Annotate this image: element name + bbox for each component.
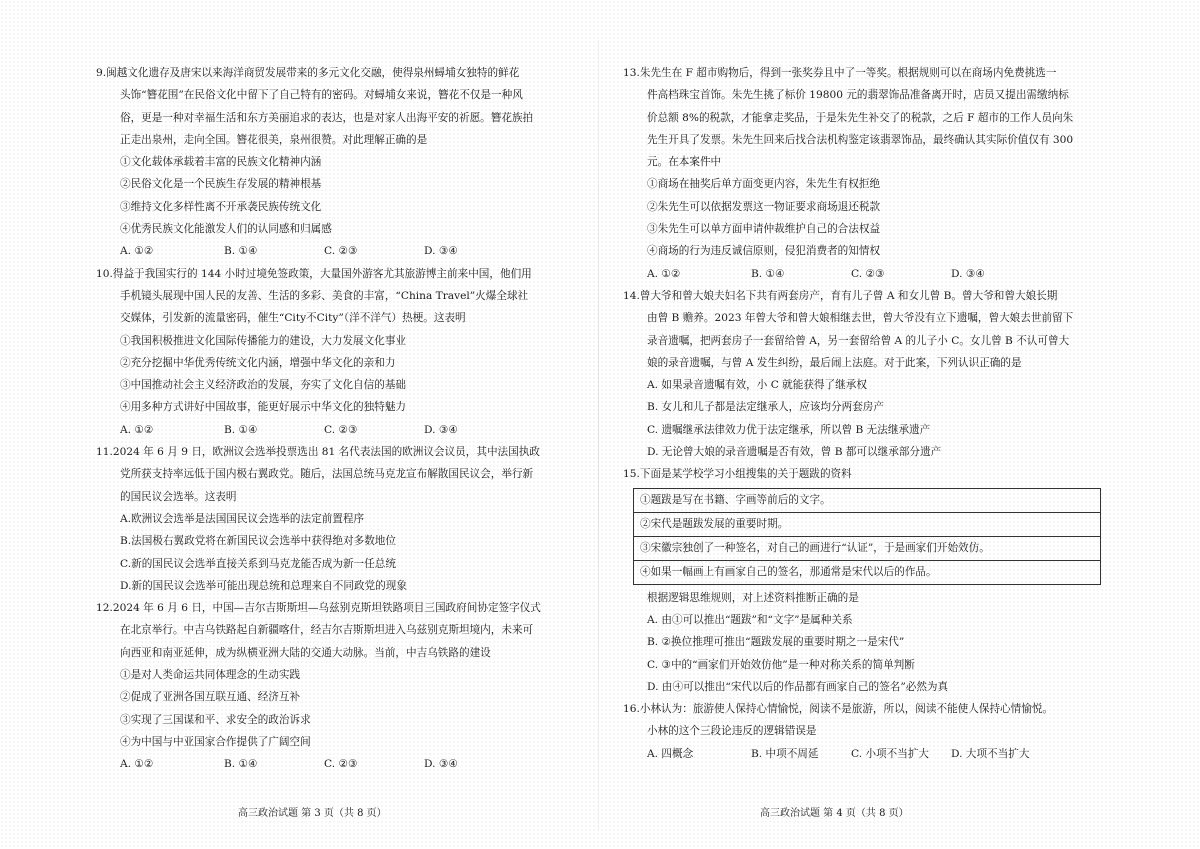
question-text: 14.曾大爷和曾大娘夫妇名下共有两套房产，育有儿子曾 A 和女儿曾 B。曾大爷和曾大娘长期 bbox=[623, 289, 1058, 302]
question-text: 向西亚和南亚延伸，成为纵横亚洲大陆的交通大动脉。当前，中吉乌铁路的建设 bbox=[120, 646, 491, 659]
question-text: 12.2024 年 6 月 6 日，中国—吉尔吉斯斯坦—乌兹别克斯坦铁路项目三国政府间协定签字仪式 bbox=[96, 602, 541, 615]
answer-option: A. 由①可以推出“题跋”和“文字”是属种关系 bbox=[647, 613, 853, 626]
question-text: 小林的这个三段论违反的逻辑错误是 bbox=[647, 725, 817, 738]
page-fold-divider bbox=[598, 40, 599, 830]
option-d: D. ③④ bbox=[424, 758, 458, 771]
page-footer-left: 高三政治试题 第 3 页（共 8 页） bbox=[238, 808, 387, 819]
question-text: 正走出泉州，走向全国。簪花很美，泉州很赞。对此理解正确的是 bbox=[120, 133, 428, 146]
question-text: 的国民议会选举。这表明 bbox=[120, 490, 237, 503]
option-c: C. ②③ bbox=[324, 245, 358, 258]
question-text: 根据逻辑思维规则，对上述资料推断正确的是 bbox=[647, 591, 859, 604]
question-text: 党所获支持率远低于国内极右翼政党。随后，法国总统马克龙宣布解散国民议会，举行新 bbox=[120, 468, 534, 481]
answer-option: C. 遗嘱继承法律效力优于法定继承，所以曾 B 无法继承遗产 bbox=[647, 423, 931, 436]
statement-item: ②促成了亚洲各国互联互通、经济互补 bbox=[120, 691, 301, 704]
question-text: 由曾 B 赡养。2023 年曾大爷和曾大娘相继去世，曾大爷没有立下遗嘱，曾大娘去世前留下 bbox=[647, 312, 1074, 325]
question-16 bbox=[623, 698, 1103, 765]
option-d: D. ③④ bbox=[951, 267, 985, 280]
answer-options bbox=[623, 263, 1103, 285]
option-d: D. 大项不当扩大 bbox=[951, 747, 1030, 760]
statement-item: ④商场的行为违反诚信原则，侵犯消费者的知情权 bbox=[647, 245, 881, 258]
statement-item: ①商场在抽奖后单方面变更内容，朱先生有权拒绝 bbox=[647, 178, 881, 191]
material-table bbox=[633, 488, 1101, 585]
option-a: A. ①② bbox=[120, 423, 154, 436]
answer-option: B. ②换位推理可推出“题跋发展的重要时期之一是宋代” bbox=[647, 636, 905, 649]
page-footer-right: 高三政治试题 第 4 页（共 8 页） bbox=[760, 808, 909, 819]
question-10 bbox=[96, 263, 576, 441]
statement-item: ③实现了三国谋和平、求安全的政治诉求 bbox=[120, 713, 311, 726]
option-c: C. 小项不当扩大 bbox=[851, 747, 930, 760]
option-b: B. 中项不周延 bbox=[751, 747, 819, 760]
option-b: B. ①④ bbox=[224, 423, 258, 436]
material-row: ③宋徽宗独创了一种签名，对自己的画进行“认证”，于是画家们开始效仿。 bbox=[634, 537, 1100, 561]
option-b: B. ①④ bbox=[224, 758, 258, 771]
statement-item: ④用多种方式讲好中国故事，能更好展示中华文化的独特魅力 bbox=[120, 401, 407, 414]
question-text: 元。在本案件中 bbox=[647, 156, 722, 169]
statement-item: ③维持文化多样性离不开承袭民族传统文化 bbox=[120, 200, 322, 213]
material-row: ①题跋是写在书籍、字画等前后的文字。 bbox=[634, 489, 1100, 513]
statement-item: ②充分挖掘中华优秀传统文化内涵，增强中华文化的亲和力 bbox=[120, 356, 396, 369]
question-text: 件高档珠宝首饰。朱先生挑了标价 19800 元的翡翠饰品准备离开时，店员又提出需缴纳标 bbox=[647, 89, 1069, 102]
option-a: A. ①② bbox=[647, 267, 681, 280]
option-c: C. ②③ bbox=[324, 758, 358, 771]
question-text: 15.下面是某学校学习小组搜集的关于题跋的资料 bbox=[623, 468, 852, 481]
option-d: D. ③④ bbox=[424, 423, 458, 436]
question-text: 16.小林认为：旅游使人保持心情愉悦，阅读不是旅游，所以，阅读不能使人保持心情愉悦。 bbox=[623, 703, 1054, 716]
question-text: 价总额 8%的税款，才能拿走奖品，于是朱先生补交了的税款，之后 F 超市的工作人员向朱 bbox=[647, 111, 1074, 124]
statement-item: ④为中国与中亚国家合作提供了广阔空间 bbox=[120, 735, 311, 748]
statement-item: ①是对人类命运共同体理念的生动实践 bbox=[120, 669, 301, 682]
question-text: 11.2024 年 6 月 9 日，欧洲议会选举投票选出 81 名代表法国的欧洲议会议员，其中法国执政 bbox=[96, 446, 540, 459]
statement-item: ②朱先生可以依据发票这一物证要求商场退还税款 bbox=[647, 200, 881, 213]
question-text: 交媒体，引发新的流量密码，催生“City不City”（洋不洋气）热梗。这表明 bbox=[120, 312, 466, 325]
answer-option: C.新的国民议会选举直接关系到马克龙能否成为新一任总统 bbox=[120, 557, 396, 570]
statement-item: ④优秀民族文化能激发人们的认同感和归属感 bbox=[120, 223, 332, 236]
question-text: 俗，更是一种对幸福生活和东方美丽追求的表达，也是对家人出海平安的祈愿。簪花族拍 bbox=[120, 111, 534, 124]
right-page bbox=[623, 62, 1103, 765]
question-13 bbox=[623, 62, 1103, 285]
option-c: C. ②③ bbox=[324, 423, 358, 436]
statement-item: ①文化载体承载着丰富的民族文化精神内涵 bbox=[120, 156, 322, 169]
question-15 bbox=[623, 463, 1103, 698]
question-11 bbox=[96, 441, 576, 597]
answer-option: D. 无论曾大娘的录音遗嘱是否有效，曾 B 都可以继承部分遗产 bbox=[647, 446, 942, 459]
left-page bbox=[96, 62, 576, 776]
answer-options bbox=[623, 743, 1103, 765]
question-text: 手机镜头展现中国人民的友善、生活的多彩、美食的丰富，“China Travel”火爆全球社 bbox=[120, 289, 529, 302]
question-12 bbox=[96, 597, 576, 775]
question-text: 13.朱先生在 F 超市购物后，得到一张奖券且中了一等奖。根据规则可以在商场内免费挑选一 bbox=[623, 67, 1057, 79]
material-row: ④如果一幅画上有画家自己的签名，那通常是宋代以后的作品。 bbox=[640, 565, 937, 578]
option-a: A. 四概念 bbox=[647, 747, 694, 760]
answer-option: D.新的国民议会选举可能出现总统和总理来自不同政党的现象 bbox=[120, 579, 407, 592]
statement-item: ②民俗文化是一个民族生存发展的精神根基 bbox=[120, 178, 322, 191]
answer-option: A. 如果录音遗嘱有效，小 C 就能获得了继承权 bbox=[647, 379, 867, 392]
option-b: B. ①④ bbox=[751, 267, 785, 280]
statement-item: ③朱先生可以单方面申请仲裁维护自己的合法权益 bbox=[647, 223, 881, 236]
material-row: ②宋代是题跋发展的重要时期。 bbox=[634, 513, 1100, 537]
option-b: B. ①④ bbox=[224, 245, 258, 258]
answer-options bbox=[96, 419, 576, 441]
question-9 bbox=[96, 62, 576, 263]
answer-options bbox=[96, 240, 576, 262]
option-d: D. ③④ bbox=[424, 245, 458, 258]
question-text: 头饰“簪花围”在民俗文化中留下了自己特有的密码。对蟳埔女来说，簪花不仅是一种风 bbox=[120, 89, 523, 102]
answer-option: B. 女儿和儿子都是法定继承人，应该均分两套房产 bbox=[647, 401, 884, 414]
question-text: 在北京举行。中吉乌铁路起自新疆喀什，经吉尔吉斯斯坦进入乌兹别克斯坦境内，未来可 bbox=[120, 624, 534, 637]
question-text: 录音遗嘱，把两套房子一套留给曾 A，另一套留给曾 A 的儿子小 C。女儿曾 B 不认可曾大 bbox=[647, 334, 1070, 347]
question-text: 先生开具了发票。朱先生回来后找合法机构鉴定该翡翠饰品，最终确认其实际价值仅有 300 bbox=[647, 133, 1074, 146]
question-14 bbox=[623, 285, 1103, 463]
option-a: A. ①② bbox=[120, 245, 154, 258]
answer-option: D. 由④可以推出“宋代以后的作品都有画家自己的签名”必然为真 bbox=[647, 680, 949, 693]
question-text: 9.闽越文化遗存及唐宋以来海洋商贸发展带来的多元文化交融，使得泉州蟳埔女独特的鲜花 bbox=[96, 67, 520, 79]
statement-item: ③中国推动社会主义经济政治的发展，夯实了文化自信的基础 bbox=[120, 379, 407, 392]
question-text: 10.得益于我国实行的 144 小时过境免签政策，大量国外游客尤其旅游博主前来中国，他们用 bbox=[96, 267, 532, 280]
statement-item: ①我国积极推进文化国际传播能力的建设，大力发展文化事业 bbox=[120, 334, 407, 347]
answer-option: C. ③中的“画家们开始效仿他”是一种对称关系的简单判断 bbox=[647, 658, 915, 671]
question-text: 娘的录音遗嘱，与曾 A 发生纠纷，最后闹上法庭。对于此案，下列认识正确的是 bbox=[647, 356, 1022, 369]
answer-options bbox=[96, 753, 576, 775]
option-c: C. ②③ bbox=[851, 267, 885, 280]
option-a: A. ①② bbox=[120, 758, 154, 771]
answer-option: B.法国极右翼政党将在新国民议会选举中获得绝对多数地位 bbox=[120, 535, 396, 548]
answer-option: A.欧洲议会选举是法国国民议会选举的法定前置程序 bbox=[120, 512, 365, 525]
